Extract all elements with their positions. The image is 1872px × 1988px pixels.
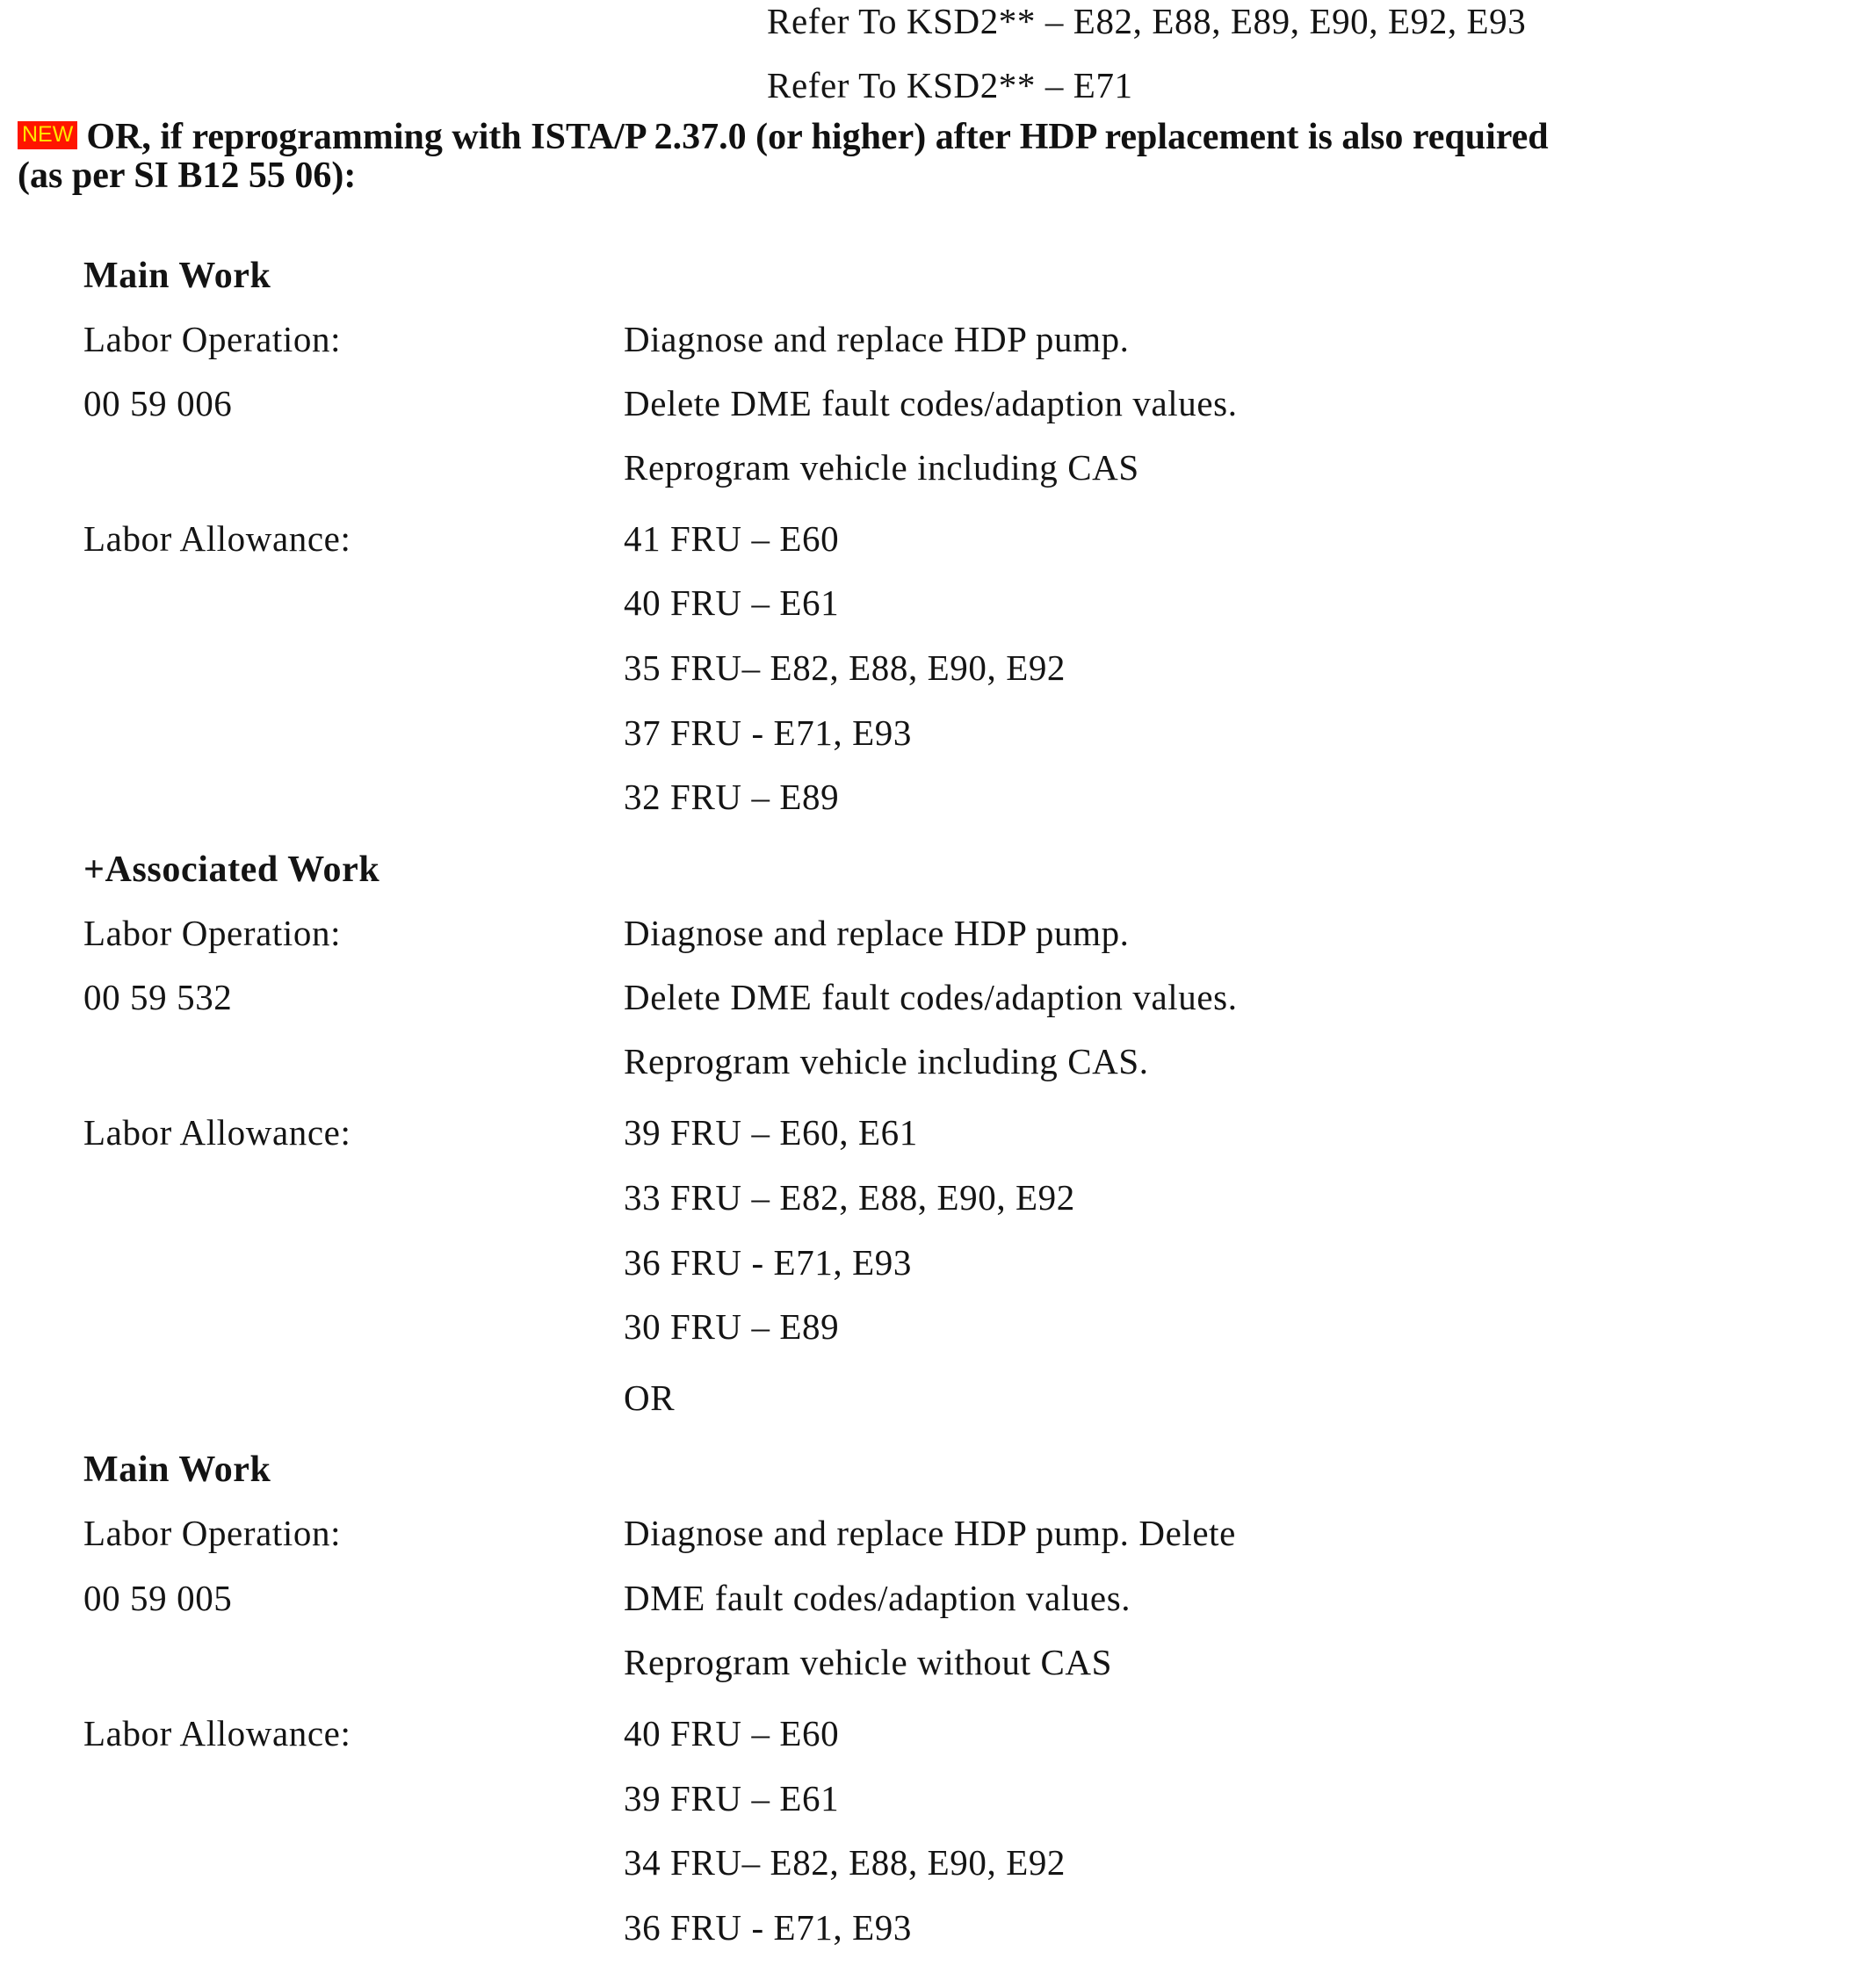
allowance-line: 33 FRU – E82, E88, E90, E92 bbox=[624, 1177, 1075, 1218]
allowance-line: 39 FRU – E60, E61 bbox=[624, 1112, 918, 1153]
work-description-line: Reprogram vehicle including CAS bbox=[624, 447, 1139, 488]
allowance-line: 32 FRU – E89 bbox=[624, 777, 840, 817]
work-description-line: Diagnose and replace HDP pump. Delete bbox=[624, 1513, 1236, 1553]
labor-operation-code: 00 59 005 bbox=[83, 1578, 233, 1618]
labor-operation-code: 00 59 532 bbox=[83, 977, 233, 1017]
work-description-line: Diagnose and replace HDP pump. bbox=[624, 913, 1130, 953]
notice-text: OR, if reprogramming with ISTA/P 2.37.0 (or higher) after HDP replacement is also required bbox=[86, 117, 1549, 157]
or-separator: OR bbox=[624, 1377, 676, 1418]
allowance-line: 40 FRU – E61 bbox=[624, 582, 840, 623]
work-description-line: Delete DME fault codes/adaption values. bbox=[624, 977, 1238, 1017]
section-heading: Main Work bbox=[83, 256, 271, 296]
labor-allowance-label: Labor Allowance: bbox=[83, 518, 351, 559]
work-description-line: Diagnose and replace HDP pump. bbox=[624, 319, 1130, 359]
labor-allowance-label: Labor Allowance: bbox=[83, 1112, 351, 1153]
reference-line: Refer To KSD2** – E71 bbox=[767, 65, 1133, 105]
labor-operation-code: 00 59 006 bbox=[83, 383, 233, 423]
allowance-line: 30 FRU – E89 bbox=[624, 1306, 840, 1347]
allowance-line: 41 FRU – E60 bbox=[624, 518, 840, 559]
allowance-line: 36 FRU - E71, E93 bbox=[624, 1242, 912, 1283]
labor-allowance-label: Labor Allowance: bbox=[83, 1713, 351, 1753]
allowance-line: 36 FRU - E71, E93 bbox=[624, 1907, 912, 1948]
work-description-line: Reprogram vehicle including CAS. bbox=[624, 1041, 1149, 1081]
reprogramming-notice bbox=[18, 118, 1862, 195]
allowance-line: 37 FRU - E71, E93 bbox=[624, 712, 912, 753]
labor-operation-label: Labor Operation: bbox=[83, 1513, 342, 1553]
allowance-line: 34 FRU– E82, E88, E90, E92 bbox=[624, 1842, 1066, 1883]
work-description-line: DME fault codes/adaption values. bbox=[624, 1578, 1131, 1618]
allowance-line: 35 FRU– E82, E88, E90, E92 bbox=[624, 647, 1066, 688]
labor-operation-label: Labor Operation: bbox=[83, 913, 342, 953]
labor-operation-label: Labor Operation: bbox=[83, 319, 342, 359]
section-heading: +Associated Work bbox=[83, 849, 380, 890]
reference-line: Refer To KSD2** – E82, E88, E89, E90, E92, E93 bbox=[767, 1, 1527, 41]
allowance-line: 40 FRU – E60 bbox=[624, 1713, 840, 1753]
section-heading: Main Work bbox=[83, 1449, 271, 1490]
work-description-line: Delete DME fault codes/adaption values. bbox=[624, 383, 1238, 423]
new-badge: NEW bbox=[18, 121, 77, 149]
allowance-line: 39 FRU – E61 bbox=[624, 1778, 840, 1818]
notice-text-continued: (as per SI B12 55 06): bbox=[18, 155, 357, 196]
work-description-line: Reprogram vehicle without CAS bbox=[624, 1642, 1113, 1682]
